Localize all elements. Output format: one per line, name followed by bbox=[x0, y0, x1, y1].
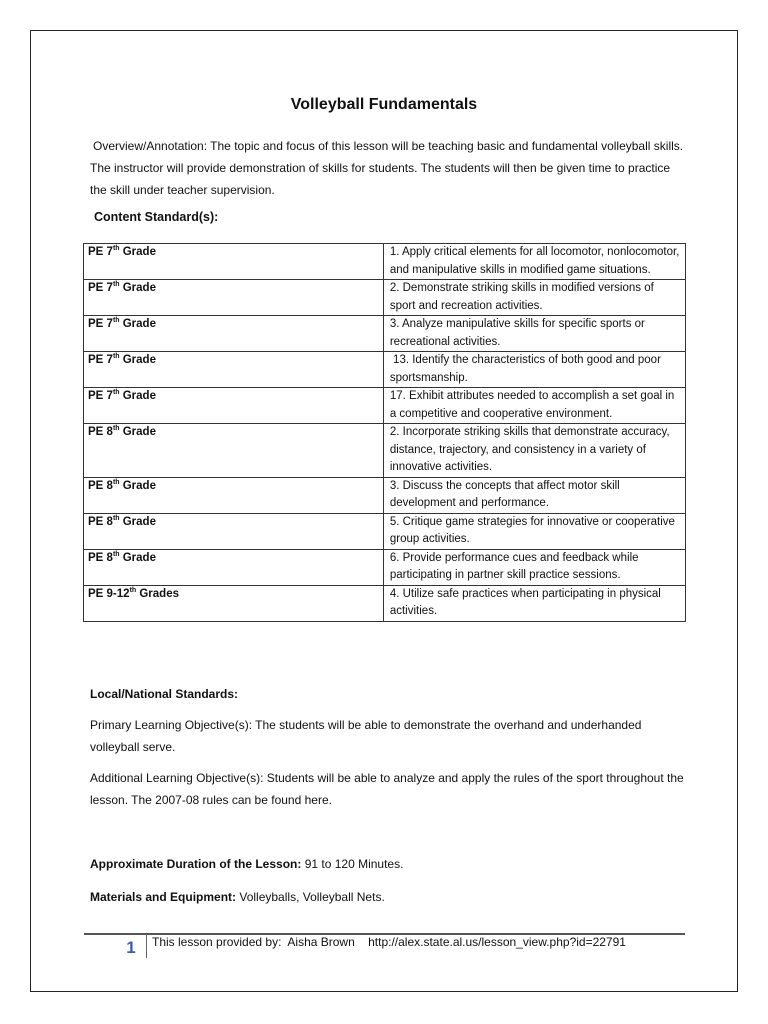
grade-suffix: Grade bbox=[119, 246, 156, 258]
standard-description: 4. Utilize safe practices when participating in physical activities. bbox=[383, 585, 685, 621]
grade-prefix: PE 7 bbox=[88, 246, 113, 258]
grade-superscript: th bbox=[112, 425, 120, 432]
grade-cell bbox=[84, 477, 384, 513]
grade-prefix: PE 8 bbox=[88, 551, 113, 564]
grade-prefix: PE 7 bbox=[88, 318, 113, 330]
grade-prefix: PE 8 bbox=[88, 426, 113, 438]
grade-superscript: th bbox=[112, 353, 120, 360]
grade-superscript: th bbox=[129, 586, 137, 594]
grade-superscript: th bbox=[112, 550, 120, 558]
grade-prefix: PE 8 bbox=[88, 479, 113, 492]
document-title: Volleyball Fundamentals bbox=[290, 96, 478, 113]
materials-label: Materials and Equipment: bbox=[90, 890, 237, 904]
standards-row bbox=[84, 424, 686, 478]
content-standards-heading: Content Standard(s): bbox=[94, 210, 219, 224]
materials-value: Volleyballs, Volleyball Nets. bbox=[236, 890, 385, 904]
standards-row bbox=[84, 549, 686, 585]
standards-row bbox=[84, 244, 686, 280]
grade-cell bbox=[84, 424, 384, 478]
standard-description: 6. Provide performance cues and feedback while participating in partner skill practice sessions. bbox=[383, 549, 685, 585]
grade-cell bbox=[84, 280, 384, 316]
overview-paragraph: Overview/Annotation: The topic and focus of this lesson will be teaching basic and fundamental volleyball skills. The instructor will provide demonstration of skills for students. The students will then be given time to practice the skill under teacher supervision. bbox=[90, 139, 684, 197]
additional-objective: Additional Learning Objective(s): Students will be able to analyze and apply the rules of the sport throughout the lesson. The 2007-08 rules can be found here. bbox=[90, 771, 684, 807]
grade-cell bbox=[84, 585, 384, 621]
grade-cell bbox=[84, 352, 384, 388]
standards-row bbox=[84, 477, 686, 513]
standard-description: 13. Identify the characteristics of both good and poor sportsmanship. bbox=[383, 352, 685, 388]
grade-cell bbox=[84, 316, 384, 352]
grade-cell bbox=[84, 513, 384, 549]
standard-description: 2. Incorporate striking skills that demonstrate accuracy, distance, trajectory, and consistency in a variety of innovative activities. bbox=[383, 424, 685, 478]
standard-description: 5. Critique game strategies for innovative or cooperative group activities. bbox=[383, 513, 685, 549]
grade-cell bbox=[84, 244, 384, 280]
standard-description: 1. Apply critical elements for all locomotor, nonlocomotor, and manipulative skills in modified game situations. bbox=[383, 244, 685, 280]
grade-superscript: th bbox=[112, 317, 120, 324]
grade-prefix: PE 7 bbox=[88, 354, 113, 366]
grade-cell bbox=[84, 549, 384, 585]
footer-separator bbox=[146, 934, 147, 958]
grade-prefix: PE 8 bbox=[88, 515, 113, 528]
standards-row bbox=[84, 352, 686, 388]
primary-objective: Primary Learning Objective(s): The students will be able to demonstrate the overhand and underhanded volleyball serve. bbox=[90, 718, 642, 754]
standards-row bbox=[84, 316, 686, 352]
duration-value: 91 to 120 Minutes. bbox=[301, 857, 404, 871]
grade-superscript: th bbox=[112, 281, 120, 288]
standards-table bbox=[83, 243, 686, 622]
standards-row bbox=[84, 280, 686, 316]
grade-cell bbox=[84, 388, 384, 424]
standard-description: 3. Analyze manipulative skills for specific sports or recreational activities. bbox=[383, 316, 685, 352]
standard-description: 17. Exhibit attributes needed to accomplish a set goal in a competitive and cooperative environment. bbox=[383, 388, 685, 424]
grade-superscript: th bbox=[112, 245, 120, 252]
materials-line bbox=[90, 886, 690, 908]
standard-description: 2. Demonstrate striking skills in modified versions of sport and recreation activities. bbox=[383, 280, 685, 316]
grade-suffix: Grade bbox=[119, 426, 156, 438]
grade-suffix: Grades bbox=[136, 587, 179, 600]
grade-suffix: Grade bbox=[119, 282, 156, 294]
footer-text: This lesson provided by: Aisha Brown http://alex.state.al.us/lesson_view.php?id=22791 bbox=[152, 935, 626, 949]
standards-row bbox=[84, 388, 686, 424]
duration-label: Approximate Duration of the Lesson: bbox=[90, 857, 302, 871]
grade-suffix: Grade bbox=[119, 551, 156, 564]
grade-superscript: th bbox=[112, 478, 120, 486]
standards-row bbox=[84, 513, 686, 549]
grade-prefix: PE 9-12 bbox=[88, 587, 130, 600]
grade-suffix: Grade bbox=[119, 479, 156, 492]
standards-row bbox=[84, 585, 686, 621]
grade-suffix: Grade bbox=[119, 318, 156, 330]
grade-superscript: th bbox=[112, 389, 120, 396]
standard-description: 3. Discuss the concepts that affect motor skill development and performance. bbox=[383, 477, 685, 513]
grade-suffix: Grade bbox=[119, 515, 156, 528]
grade-prefix: PE 7 bbox=[88, 282, 113, 294]
grade-suffix: Grade bbox=[119, 390, 156, 402]
grade-suffix: Grade bbox=[119, 354, 156, 366]
grade-superscript: th bbox=[112, 514, 120, 522]
grade-prefix: PE 7 bbox=[88, 390, 113, 402]
page-number: 1 bbox=[126, 938, 136, 957]
duration-line bbox=[90, 853, 690, 875]
local-national-heading: Local/National Standards: bbox=[90, 687, 239, 701]
